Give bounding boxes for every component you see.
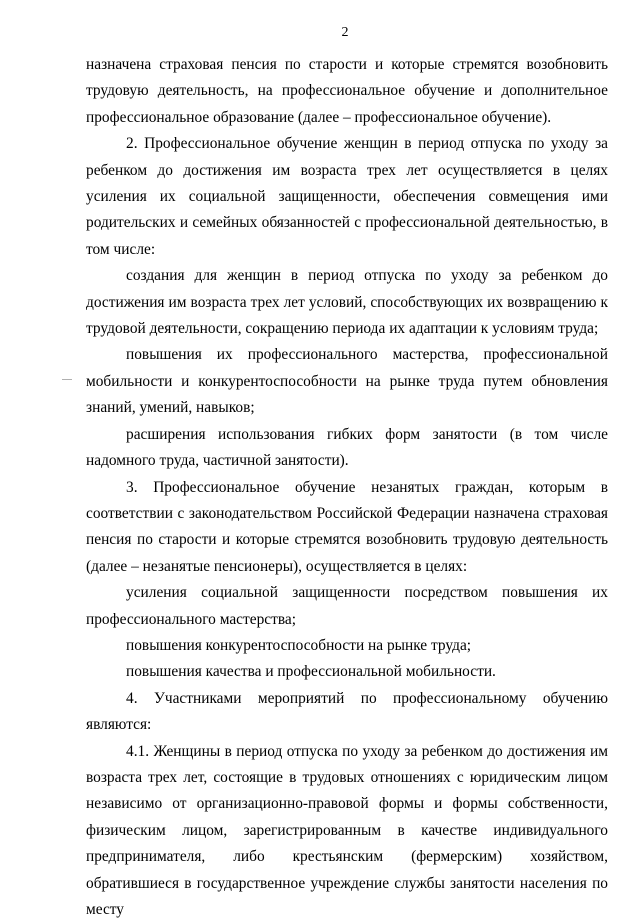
paragraph-item-2: 2. Профессиональное обучение женщин в период отпуска по уходу за ребенком до достижения им возраста трех лет осуществляется в целях усиления их социальной защищенности, обеспечения совмещения ими родительских и семейных обязанностей с профессиональной деятельностью, в том числе: [86, 135, 608, 258]
page-number: 2 [341, 25, 349, 40]
paragraph-subitem: создания для женщин в период отпуска по уходу за ребенком до достижения им возраста трех лет условий, способствующих их возвращению к трудовой деятельности, сокращению периода их адаптации к условиям труда; [86, 267, 608, 338]
paragraph-item-4: 4. Участниками мероприятий по профессиональному обучению являются: [86, 689, 608, 734]
paragraph-subitem: повышения качества и профессиональной мобильности. [126, 663, 496, 681]
margin-mark [62, 379, 72, 380]
paragraph-subitem: усиления социальной защищенности посредством повышения их профессионального мастерства; [86, 584, 608, 628]
paragraph-item-4-1: 4.1. Женщины в период отпуска по уходу за ребенком до достижения им возраста трех лет, состоящие в трудовых отношениях с юридическим лицом независимо от организационно-правовой формы и формы собственности, физическим лицом, зарегистрированным в качестве индивидуального предпринимателя, либо крестьянским (фермерским) хозяйством, обратившиеся в государственное учреждение службы занятости населения по месту [86, 742, 608, 918]
paragraph-continuation: назначена страховая пенсия по старости и которые стремятся возобновить трудовую деятельность, на профессиональное обучение и дополнительное профессиональное образование (далее – профессиональное обучение). [86, 56, 608, 126]
paragraph-subitem: повышения их профессионального мастерства, профессиональной мобильности и конкурентоспособности на рынке труда путем обновления знаний, умений, навыков; [86, 346, 608, 417]
paragraph-subitem: повышения конкурентоспособности на рынке труда; [126, 636, 472, 654]
paragraph-subitem: расширения использования гибких форм занятости (в том числе надомного труда, частичной занятости). [86, 425, 608, 470]
paragraph-item-3: 3. Профессиональное обучение незанятых граждан, которым в соответствии с законодательством Российской Федерации назначена страховая пенсия по старости и которые стремятся возобновить трудовую деятельность (далее – незанятые пенсионеры), осуществляется в целях: [86, 478, 608, 575]
document-body [86, 52, 608, 923]
